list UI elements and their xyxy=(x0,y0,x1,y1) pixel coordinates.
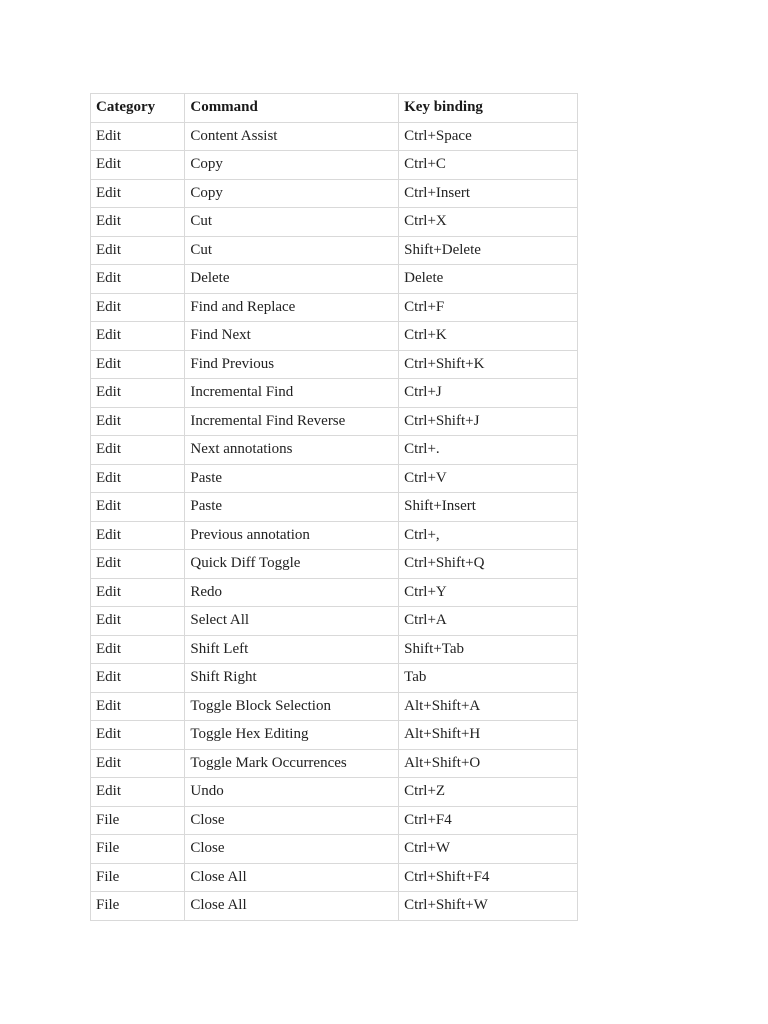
cell-key-binding: Ctrl+X xyxy=(399,208,578,237)
table-row xyxy=(91,151,578,180)
cell-key-binding: Ctrl+Insert xyxy=(399,179,578,208)
header-category: Category xyxy=(91,94,185,123)
cell-category: Edit xyxy=(91,350,185,379)
cell-command: Quick Diff Toggle xyxy=(185,550,399,579)
cell-key-binding: Ctrl+, xyxy=(399,521,578,550)
table-row xyxy=(91,635,578,664)
cell-command: Close All xyxy=(185,863,399,892)
cell-category: Edit xyxy=(91,236,185,265)
cell-command: Find Next xyxy=(185,322,399,351)
cell-command: Select All xyxy=(185,607,399,636)
cell-command: Paste xyxy=(185,493,399,522)
table-row xyxy=(91,550,578,579)
table-row xyxy=(91,806,578,835)
cell-category: File xyxy=(91,892,185,921)
cell-command: Close xyxy=(185,835,399,864)
cell-key-binding: Ctrl+Y xyxy=(399,578,578,607)
table-row xyxy=(91,607,578,636)
table-row xyxy=(91,835,578,864)
cell-category: Edit xyxy=(91,407,185,436)
cell-category: File xyxy=(91,863,185,892)
cell-category: Edit xyxy=(91,265,185,294)
cell-key-binding: Alt+Shift+O xyxy=(399,749,578,778)
cell-key-binding: Shift+Insert xyxy=(399,493,578,522)
cell-command: Toggle Block Selection xyxy=(185,692,399,721)
cell-key-binding: Tab xyxy=(399,664,578,693)
header-row xyxy=(91,94,578,123)
cell-command: Redo xyxy=(185,578,399,607)
table-row xyxy=(91,578,578,607)
cell-category: Edit xyxy=(91,322,185,351)
cell-category: Edit xyxy=(91,379,185,408)
cell-category: Edit xyxy=(91,749,185,778)
cell-command: Undo xyxy=(185,778,399,807)
cell-command: Find Previous xyxy=(185,350,399,379)
cell-category: Edit xyxy=(91,521,185,550)
table-row xyxy=(91,493,578,522)
cell-command: Close xyxy=(185,806,399,835)
cell-category: Edit xyxy=(91,464,185,493)
cell-key-binding: Ctrl+K xyxy=(399,322,578,351)
table-row xyxy=(91,521,578,550)
cell-category: Edit xyxy=(91,578,185,607)
cell-category: Edit xyxy=(91,122,185,151)
cell-key-binding: Ctrl+Space xyxy=(399,122,578,151)
cell-key-binding: Alt+Shift+A xyxy=(399,692,578,721)
table-row xyxy=(91,721,578,750)
cell-command: Shift Left xyxy=(185,635,399,664)
table-row xyxy=(91,892,578,921)
cell-command: Delete xyxy=(185,265,399,294)
table-row xyxy=(91,179,578,208)
table-row xyxy=(91,664,578,693)
cell-command: Content Assist xyxy=(185,122,399,151)
cell-key-binding: Ctrl+Shift+J xyxy=(399,407,578,436)
cell-category: Edit xyxy=(91,151,185,180)
cell-category: Edit xyxy=(91,635,185,664)
table-header xyxy=(91,94,578,123)
cell-command: Incremental Find Reverse xyxy=(185,407,399,436)
cell-command: Copy xyxy=(185,151,399,180)
cell-command: Cut xyxy=(185,208,399,237)
cell-command: Close All xyxy=(185,892,399,921)
cell-key-binding: Ctrl+Shift+Q xyxy=(399,550,578,579)
cell-command: Toggle Hex Editing xyxy=(185,721,399,750)
cell-category: Edit xyxy=(91,493,185,522)
table-row xyxy=(91,322,578,351)
table-row xyxy=(91,436,578,465)
table-row xyxy=(91,350,578,379)
cell-key-binding: Ctrl+Z xyxy=(399,778,578,807)
table-row xyxy=(91,692,578,721)
table-row xyxy=(91,863,578,892)
cell-category: Edit xyxy=(91,179,185,208)
table-row xyxy=(91,236,578,265)
cell-key-binding: Ctrl+F xyxy=(399,293,578,322)
key-binding-table xyxy=(90,93,578,921)
cell-key-binding: Ctrl+C xyxy=(399,151,578,180)
cell-command: Shift Right xyxy=(185,664,399,693)
cell-category: Edit xyxy=(91,293,185,322)
cell-category: Edit xyxy=(91,721,185,750)
table-row xyxy=(91,208,578,237)
cell-category: Edit xyxy=(91,664,185,693)
cell-command: Cut xyxy=(185,236,399,265)
cell-category: Edit xyxy=(91,550,185,579)
cell-key-binding: Delete xyxy=(399,265,578,294)
cell-command: Next annotations xyxy=(185,436,399,465)
table-row xyxy=(91,778,578,807)
table-row xyxy=(91,122,578,151)
table-body xyxy=(91,122,578,920)
cell-category: File xyxy=(91,835,185,864)
cell-key-binding: Ctrl+. xyxy=(399,436,578,465)
cell-category: Edit xyxy=(91,692,185,721)
cell-key-binding: Shift+Delete xyxy=(399,236,578,265)
cell-category: Edit xyxy=(91,208,185,237)
table-row xyxy=(91,407,578,436)
cell-key-binding: Shift+Tab xyxy=(399,635,578,664)
cell-key-binding: Ctrl+J xyxy=(399,379,578,408)
table-row xyxy=(91,379,578,408)
cell-category: Edit xyxy=(91,778,185,807)
table-row xyxy=(91,293,578,322)
cell-command: Find and Replace xyxy=(185,293,399,322)
cell-category: File xyxy=(91,806,185,835)
cell-command: Incremental Find xyxy=(185,379,399,408)
cell-key-binding: Ctrl+Shift+K xyxy=(399,350,578,379)
cell-key-binding: Ctrl+V xyxy=(399,464,578,493)
cell-key-binding: Ctrl+Shift+W xyxy=(399,892,578,921)
cell-command: Toggle Mark Occurrences xyxy=(185,749,399,778)
cell-key-binding: Alt+Shift+H xyxy=(399,721,578,750)
table-row xyxy=(91,749,578,778)
header-command: Command xyxy=(185,94,399,123)
cell-command: Paste xyxy=(185,464,399,493)
cell-key-binding: Ctrl+W xyxy=(399,835,578,864)
table-row xyxy=(91,464,578,493)
cell-key-binding: Ctrl+F4 xyxy=(399,806,578,835)
table-row xyxy=(91,265,578,294)
cell-category: Edit xyxy=(91,607,185,636)
cell-key-binding: Ctrl+Shift+F4 xyxy=(399,863,578,892)
cell-command: Copy xyxy=(185,179,399,208)
cell-key-binding: Ctrl+A xyxy=(399,607,578,636)
cell-command: Previous annotation xyxy=(185,521,399,550)
cell-category: Edit xyxy=(91,436,185,465)
header-key-binding: Key binding xyxy=(399,94,578,123)
